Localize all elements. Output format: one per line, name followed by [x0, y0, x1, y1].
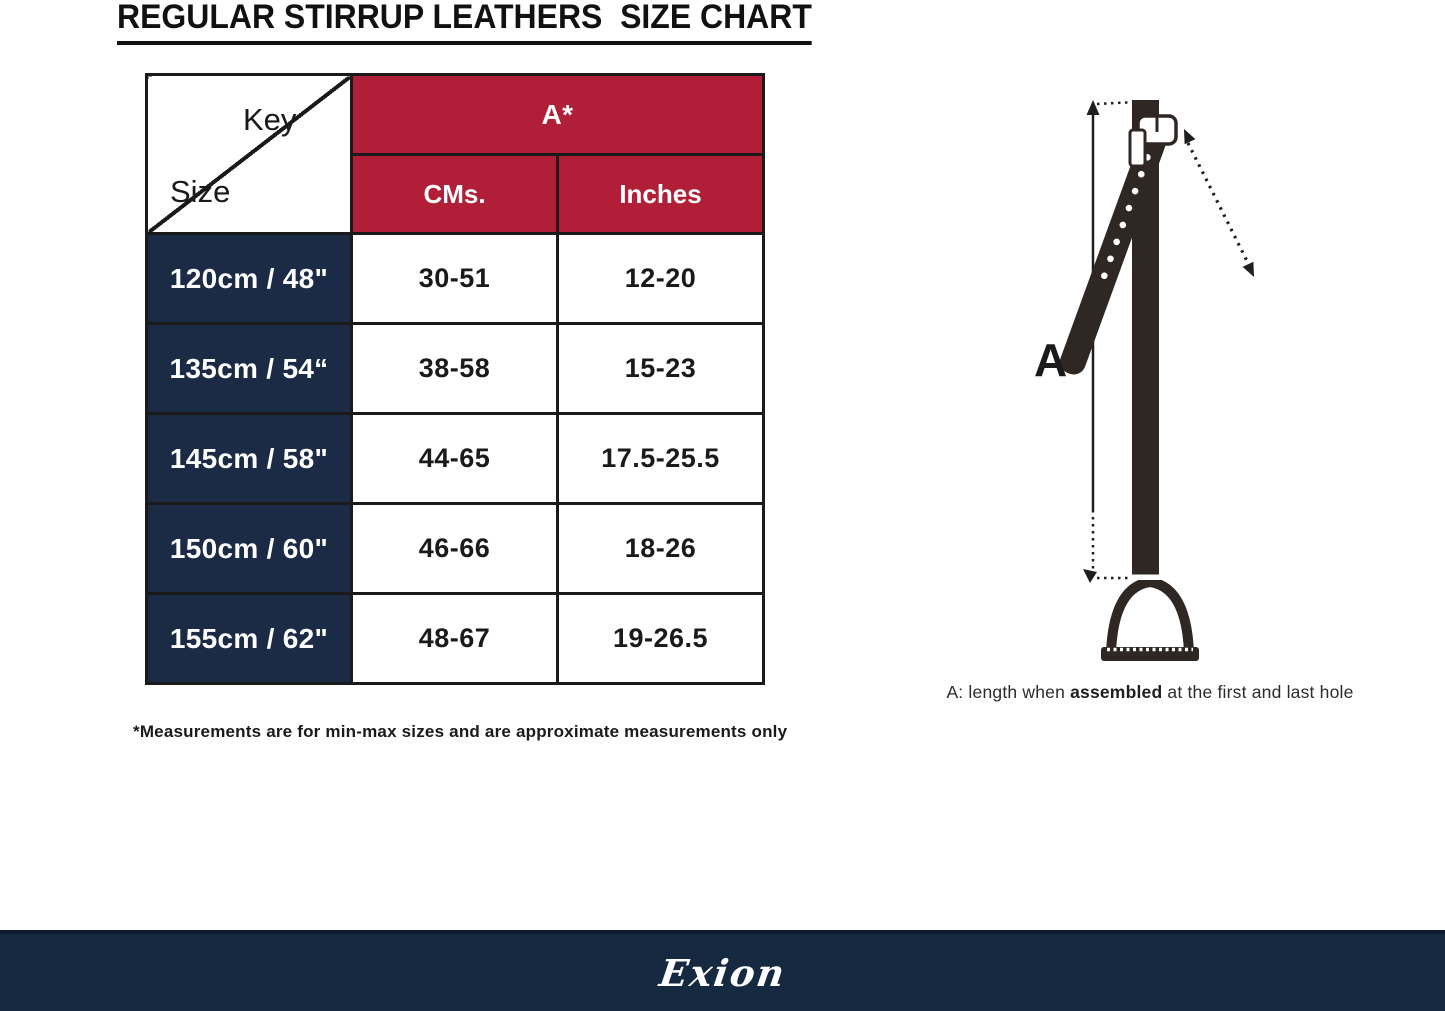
table-row: [147, 594, 764, 684]
corner-size-label: Size: [170, 174, 231, 209]
size-cell: 135cm / 54“: [147, 324, 352, 414]
inches-cell: 15-23: [558, 324, 764, 414]
inches-cell: 12-20: [558, 234, 764, 324]
size-cell: 150cm / 60": [147, 504, 352, 594]
brand-footer-bar: [0, 930, 1445, 1011]
caption-prefix: A: length when: [946, 682, 1071, 702]
caption-suffix: at the first and last hole: [1162, 682, 1354, 702]
size-chart-table: [145, 73, 765, 685]
inches-cell: 18-26: [558, 504, 764, 594]
column-header-inches: Inches: [558, 155, 764, 234]
corner-key-label: Key: [243, 102, 297, 137]
inches-cell: 19-26.5: [558, 594, 764, 684]
table-row: [147, 324, 764, 414]
page-title: REGULAR STIRRUP LEATHERS SIZE CHART: [117, 0, 812, 45]
size-cell: 145cm / 58": [147, 414, 352, 504]
diagram-caption: [920, 682, 1380, 703]
column-header-cms: CMs.: [352, 155, 558, 234]
table-row: [147, 234, 764, 324]
stirrup-slot: [1132, 575, 1168, 581]
cms-cell: 38-58: [352, 324, 558, 414]
cms-cell: 30-51: [352, 234, 558, 324]
dimension-label-a: A: [1034, 334, 1068, 386]
table-row: [147, 414, 764, 504]
caption-bold-word: assembled: [1070, 682, 1163, 702]
cms-cell: 44-65: [352, 414, 558, 504]
corner-cell: [147, 75, 352, 234]
header-row-group: [147, 75, 764, 155]
cms-cell: 48-67: [352, 594, 558, 684]
arrowhead-down-icon: [1083, 569, 1097, 583]
brand-logo: Exion: [656, 950, 789, 995]
table-row: [147, 504, 764, 594]
strap-length-arrow: [1184, 129, 1254, 277]
footnote: *Measurements are for min-max sizes and are approximate measurements only: [133, 722, 788, 741]
group-header-a: A*: [352, 75, 764, 155]
stirrup-iron: [1101, 575, 1199, 662]
inches-cell: 17.5-25.5: [558, 414, 764, 504]
cms-cell: 46-66: [352, 504, 558, 594]
size-cell: 155cm / 62": [147, 594, 352, 684]
size-cell: 120cm / 48": [147, 234, 352, 324]
arrowhead-up-icon: [1087, 100, 1100, 115]
stirrup-leather-illustration: [1020, 90, 1380, 670]
